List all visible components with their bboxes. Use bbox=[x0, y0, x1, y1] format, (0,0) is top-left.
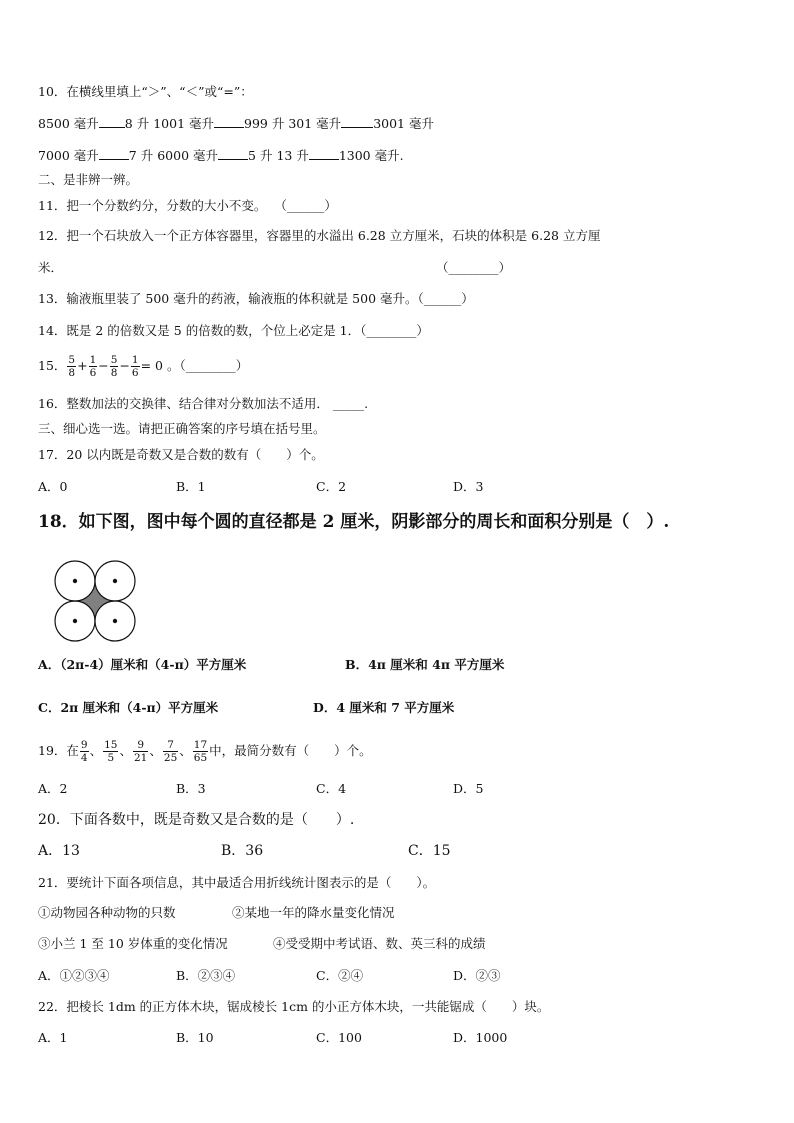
q13: 13．输液瓶里装了 500 毫升的药液，输液瓶的体积就是 500 毫升。（______） bbox=[38, 291, 474, 306]
q21-option-b[interactable]: B．②③④ bbox=[176, 968, 236, 983]
q10-title: 10．在横线里填上“＞”、“＜”或“=”： bbox=[38, 84, 253, 99]
answer-paren[interactable]: （________） bbox=[179, 358, 249, 373]
fraction: $\frac{5}{8}$ bbox=[110, 354, 118, 379]
q18-option-b[interactable]: B．4π 厘米和 4π 平方厘米 bbox=[345, 657, 505, 672]
q21-option-a[interactable]: A．①②③④ bbox=[38, 968, 110, 983]
q20-option-a[interactable]: A．13 bbox=[38, 843, 80, 859]
fraction: $\frac{9}{21}$ bbox=[134, 739, 148, 764]
q19: 19．在 $\frac{9}{4}$ 、 $\frac{15}{5}$ 、 $\frac{9}{21}$ 、 $\frac{7}{25}$ 、 $\frac{17}{65}$ 中，最简分数有（ ）个。 bbox=[38, 739, 372, 764]
answer-blank[interactable] bbox=[99, 147, 129, 160]
q17: 17．20 以内既是奇数又是合数的数有（ ）个。 bbox=[38, 447, 324, 462]
answer-blank[interactable] bbox=[218, 147, 248, 160]
fraction: $\frac{1}{6}$ bbox=[131, 354, 139, 379]
fraction: $\frac{15}{5}$ bbox=[104, 739, 118, 764]
q18-option-c[interactable]: C．2π 厘米和（4-π）平方厘米 bbox=[38, 700, 219, 715]
fraction: $\frac{17}{65}$ bbox=[193, 739, 208, 764]
q18-circles-figure bbox=[50, 556, 140, 646]
q10-row2: 7000 毫升 7 升 6000 毫升 5 升 13 升 1300 毫升. bbox=[38, 148, 404, 163]
fraction: $\frac{5}{8}$ bbox=[68, 354, 76, 379]
q21-option-c[interactable]: C．②④ bbox=[316, 968, 364, 983]
center-dot bbox=[73, 579, 77, 583]
q17-option-b[interactable]: B．1 bbox=[176, 479, 206, 494]
q10-row1: 8500 毫升 8 升 1001 毫升 999 升 301 毫升 3001 毫升 bbox=[38, 116, 434, 131]
q21-item-4: ④受受期中考试语、数、英三科的成绩 bbox=[273, 936, 486, 951]
q19-option-b[interactable]: B．3 bbox=[176, 781, 206, 796]
q21-item-3: ③小兰 1 至 10 岁体重的变化情况 bbox=[38, 936, 228, 951]
q22-option-b[interactable]: B．10 bbox=[176, 1030, 214, 1045]
q19-option-c[interactable]: C．4 bbox=[316, 781, 347, 796]
answer-paren[interactable]: （______） bbox=[274, 198, 337, 213]
section-2-heading: 二、是非辨一辨。 bbox=[38, 172, 139, 187]
answer-blank[interactable] bbox=[309, 147, 339, 160]
q12-line2: 米． bbox=[38, 260, 64, 275]
q19-option-a[interactable]: A．2 bbox=[38, 781, 68, 796]
q11: 11．把一个分数约分，分数的大小不变。 （______） bbox=[38, 198, 337, 213]
answer-blank[interactable] bbox=[214, 115, 244, 128]
q16: 16．整数加法的交换律、结合律对分数加法不适用． _____. bbox=[38, 396, 369, 411]
answer-blank[interactable] bbox=[341, 115, 373, 128]
center-dot bbox=[73, 619, 77, 623]
q18-option-d[interactable]: D．4 厘米和 7 平方厘米 bbox=[313, 700, 455, 715]
q17-option-c[interactable]: C．2 bbox=[316, 479, 347, 494]
fraction: $\frac{9}{4}$ bbox=[80, 739, 88, 764]
q20-option-c[interactable]: C．15 bbox=[408, 843, 451, 859]
q17-option-d[interactable]: D．3 bbox=[453, 479, 484, 494]
answer-paren[interactable]: （________） bbox=[436, 260, 512, 275]
center-dot bbox=[113, 579, 117, 583]
q21: 21．要统计下面各项信息，其中最适合用折线统计图表示的是（ ）。 bbox=[38, 875, 436, 890]
q22-option-d[interactable]: D．1000 bbox=[453, 1030, 508, 1045]
q20-option-b[interactable]: B．36 bbox=[221, 843, 264, 859]
q20: 20．下面各数中，既是奇数又是合数的是（ ）. bbox=[38, 812, 355, 828]
answer-blank[interactable]: _____. bbox=[332, 396, 369, 411]
q18-option-a[interactable]: A．（2π-4）厘米和（4-π）平方厘米 bbox=[38, 657, 247, 672]
q17-option-a[interactable]: A．0 bbox=[38, 479, 68, 494]
q21-item-2: ②某地一年的降水量变化情况 bbox=[232, 905, 395, 920]
q21-item-1: ①动物园各种动物的只数 bbox=[38, 905, 176, 920]
q18: 18．如下图，图中每个圆的直径都是 2 厘米，阴影部分的周长和面积分别是（ ）. bbox=[38, 512, 670, 532]
q22: 22．把棱长 1dm 的正方体木块，锯成棱长 1cm 的小正方体木块，一共能锯成（ ）块。 bbox=[38, 999, 550, 1014]
answer-blank[interactable] bbox=[99, 115, 125, 128]
section-3-heading: 三、细心选一选。请把正确答案的序号填在括号里。 bbox=[38, 421, 326, 436]
q14: 14．既是 2 的倍数又是 5 的倍数的数，个位上必定是 1．（________） bbox=[38, 323, 429, 338]
center-dot bbox=[113, 619, 117, 623]
answer-paren[interactable]: （________） bbox=[360, 323, 429, 338]
q19-option-d[interactable]: D．5 bbox=[453, 781, 484, 796]
q12-line1: 12．把一个石块放入一个正方体容器里，容器里的水溢出 6.28 立方厘米，石块的体积是 6.28 立方厘 bbox=[38, 228, 601, 243]
shaded-region bbox=[75, 581, 115, 621]
q22-option-a[interactable]: A．1 bbox=[38, 1030, 68, 1045]
q22-option-c[interactable]: C．100 bbox=[316, 1030, 362, 1045]
answer-paren[interactable]: （______） bbox=[417, 291, 474, 306]
fraction: $\frac{1}{6}$ bbox=[89, 354, 97, 379]
q15: 15． $\frac{5}{8}$ + $\frac{1}{6}$ − $\frac{5}{8}$ − $\frac{1}{6}$ = 0 。（________） bbox=[38, 354, 249, 379]
q21-option-d[interactable]: D．②③ bbox=[453, 968, 501, 983]
fraction: $\frac{7}{25}$ bbox=[163, 739, 178, 764]
